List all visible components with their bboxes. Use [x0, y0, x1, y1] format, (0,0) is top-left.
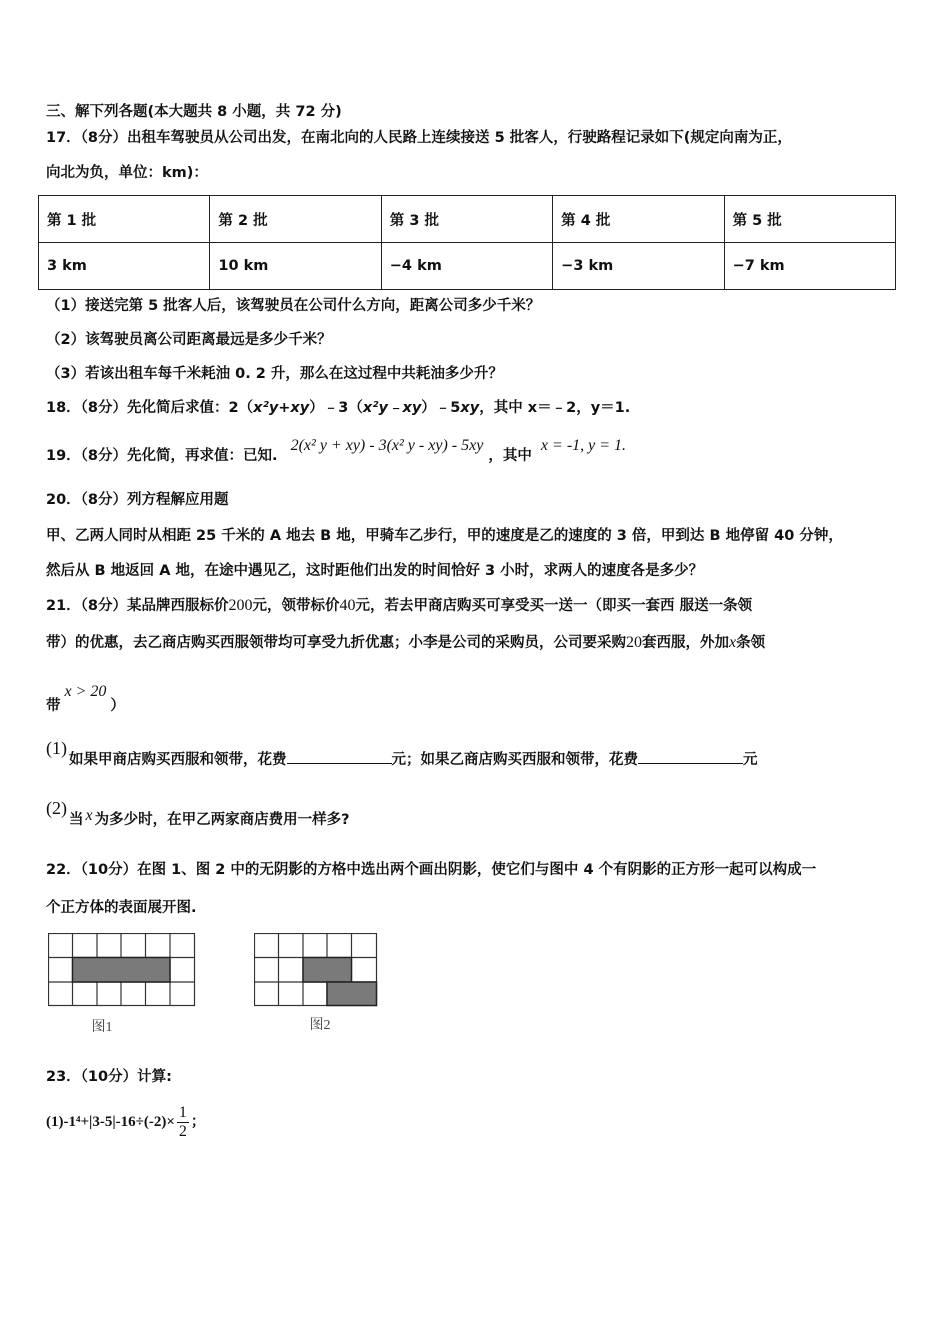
q23-expression	[46, 1102, 205, 1146]
q23-tail: ；	[190, 1114, 206, 1130]
q17-line1: 17．（8分）出租车驾驶员从公司出发，在南北向的人民路上连续接送 5 批客人，行驶路程记录如下(规定向南为正，	[46, 130, 792, 146]
table-header-cell: 第 3 批	[381, 196, 552, 243]
table-header-cell: 第 4 批	[553, 196, 724, 243]
q18-mid: ）﹣3（	[309, 400, 363, 416]
table-header-cell: 第 2 批	[210, 196, 381, 243]
q21-text: 带	[46, 698, 61, 714]
q21-suit-count: 20	[626, 634, 642, 651]
q21-text: 套西服，外加	[642, 635, 729, 651]
table-cell: −4 km	[381, 243, 552, 290]
q21-line2	[46, 633, 765, 653]
q18-term2: x²y﹣xy	[362, 400, 422, 416]
q21-condition: x > 20	[64, 683, 107, 700]
q21-part2-number: (2)	[46, 798, 67, 818]
q22-line2: 个正方体的表面展开图.	[46, 900, 197, 916]
figure-1-caption: 图1	[91, 1020, 113, 1035]
grid-figure-1	[48, 933, 196, 1008]
q21-text: 元，若去甲商店购买可享受买一送一（即买一套西 服送一条领	[355, 598, 753, 614]
q20-line2: 然后从 B 地返回 A 地，在途中遇见乙，这时距他们出发的时间恰好 3 小时，求两人的速度各是多少？	[46, 563, 704, 579]
q19-prefix: 19．（8分）先化简，再求值：已知.	[46, 448, 278, 464]
table-header-cell: 第 1 批	[39, 196, 210, 243]
q17-line2: 向北为负，单位：km)：	[46, 165, 208, 181]
q21-line3	[46, 683, 125, 714]
q21-part1-text: 元	[743, 752, 758, 768]
q21-text: 21．（8分）某品牌西服标价	[46, 598, 229, 614]
q19-expression: 2(x² y + xy) - 3(x² y - xy) - 5xy	[290, 437, 484, 454]
q18-term3: xy	[460, 400, 480, 416]
q21-part2	[46, 798, 350, 830]
q21-text: 条领	[736, 635, 766, 651]
q21-price-suit: 200	[228, 597, 253, 614]
q21-line1	[46, 596, 752, 616]
q22-line1: 22．（10分）在图 1、图 2 中的无阴影的方格中选出两个画出阴影，使它们与图中 4 个有阴影的正方形一起可以构成一	[46, 862, 817, 878]
q20-line1: 甲、乙两人同时从相距 25 千米的 A 地去 B 地，甲骑车乙步行，甲的速度是乙的速度的 3 倍，甲到达 B 地停留 40 分钟，	[46, 528, 843, 544]
answer-blank[interactable]	[638, 749, 743, 764]
q23-fraction	[177, 1104, 189, 1141]
shaded-squares-lower	[327, 982, 377, 1006]
table-row	[39, 243, 896, 290]
q17-sub1: （1）接送完第 5 批客人后，该驾驶员在公司什么方向，距离公司多少千米？	[46, 298, 541, 314]
q21-part1	[46, 738, 758, 770]
q18-term1: x²y+xy	[253, 400, 310, 416]
q23-fraction-numerator: 1	[178, 1103, 187, 1121]
q18-mid2: ）﹣5	[421, 400, 461, 416]
figure-1	[48, 933, 196, 1036]
q21-part2-var-x: x	[85, 807, 93, 824]
q21-var-x: x	[729, 634, 737, 651]
grid-figure-2	[254, 933, 378, 1008]
table-row	[39, 196, 896, 243]
q18-condition: ，其中 x＝﹣2，y＝1.	[479, 400, 631, 416]
q18-prefix: 18．（8分）先化简后求值：2（	[46, 400, 254, 416]
q21-part2-text: 为多少时，在甲乙两家商店费用一样多?	[94, 812, 350, 828]
mileage-table	[38, 195, 896, 290]
q23-expr-text: (1)-1⁴+|3-5|-16÷(-2)×	[46, 1114, 175, 1130]
shaded-squares-upper	[303, 958, 352, 983]
q19-line	[46, 437, 627, 464]
table-cell: −3 km	[553, 243, 724, 290]
figure-2-caption: 图2	[309, 1018, 331, 1033]
q21-part1-text: 如果甲商店购买西服和领带，花费	[69, 752, 287, 768]
q21-price-tie: 40	[339, 597, 356, 614]
figure-2	[254, 933, 382, 1034]
q19-mid: ，其中	[488, 448, 532, 464]
q21-text: 带）的优惠，去乙商店购买西服领带均可享受九折优惠；小李是公司的采购员，公司要采购	[46, 635, 626, 651]
table-header-cell: 第 5 批	[724, 196, 895, 243]
q20-title: 20．（8分）列方程解应用题	[46, 492, 229, 508]
q23-title: 23．（10分）计算:	[46, 1069, 172, 1085]
table-cell: −7 km	[724, 243, 895, 290]
q19-condition: x = -1, y = 1.	[540, 437, 627, 454]
q21-text: 元，领带标价	[252, 598, 340, 614]
table-cell: 10 km	[210, 243, 381, 290]
q17-sub2: （2）该驾驶员离公司距离最远是多少千米？	[46, 332, 332, 348]
q21-part1-text: 元；如果乙商店购买西服和领带，花费	[391, 752, 638, 768]
section-title: 三、解下列各题(本大题共 8 小题，共 72 分)	[46, 104, 342, 120]
answer-blank[interactable]	[287, 749, 392, 764]
shaded-squares	[73, 958, 171, 983]
q21-part2-text: 当	[69, 812, 84, 828]
table-cell: 3 km	[39, 243, 210, 290]
q21-text: ）	[110, 698, 125, 714]
q18-line	[46, 398, 630, 418]
q21-part1-number: (1)	[46, 738, 67, 758]
q17-sub3: （3）若该出租车每千米耗油 0. 2 升，那么在这过程中共耗油多少升？	[46, 366, 503, 382]
q23-fraction-denominator: 2	[178, 1122, 187, 1140]
